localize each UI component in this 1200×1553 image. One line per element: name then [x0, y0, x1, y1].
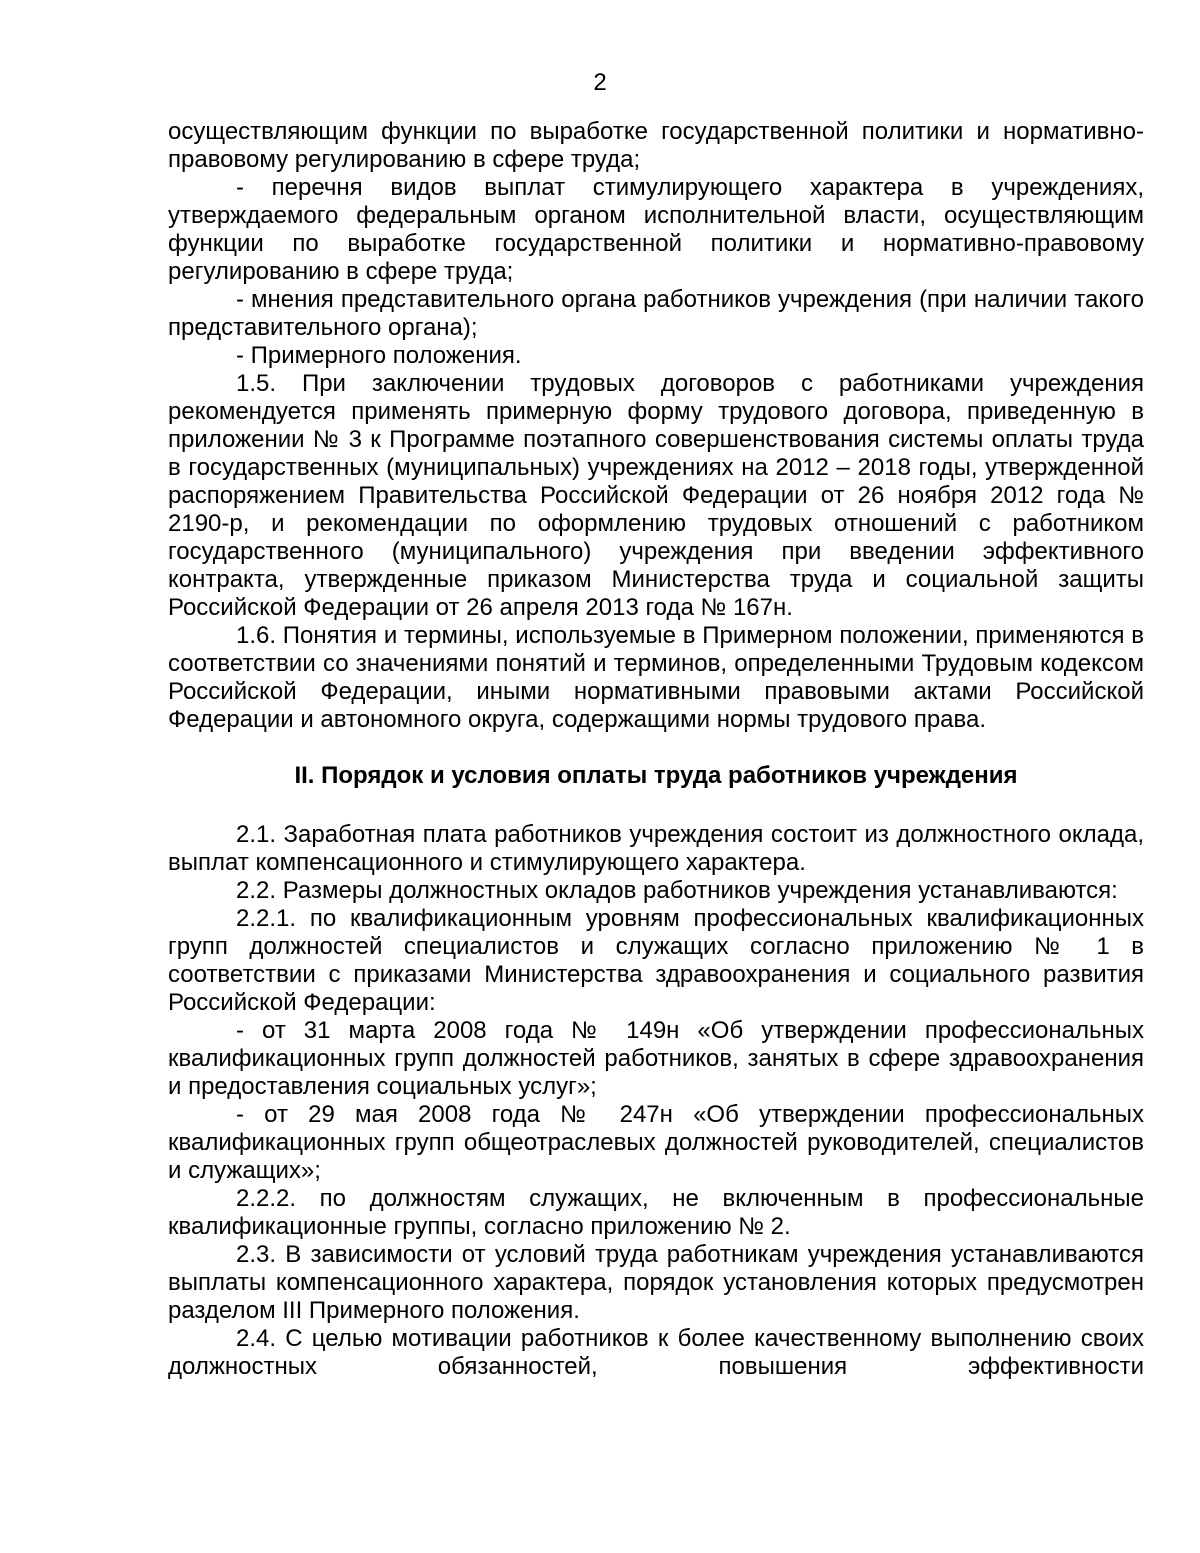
paragraph-continuation: осуществляющим функции по выработке государственной политики и нормативно-правовому регулированию в сфере труда;	[168, 118, 1144, 173]
list-item-model-regulation: - Примерного положения.	[236, 342, 522, 369]
paragraph-2-3: 2.3. В зависимости от условий труда работникам учреждения устанавливаются выплаты компенсационного характера, порядок установления которых предусмотрен разделом III Примерного положения.	[168, 1241, 1144, 1324]
paragraph-2-4: 2.4. С целью мотивации работников к более качественному выполнению своих должностных обязанностей, повышения эффективности	[168, 1325, 1144, 1380]
list-item-order-247n: - от 29 мая 2008 года № 247н «Об утверждении профессиональных квалификационных групп общеотраслевых должностей руководителей, специалистов и служащих»;	[168, 1101, 1144, 1184]
paragraph-2-2-2: 2.2.2. по должностям служащих, не включенным в профессиональные квалификационные группы, согласно приложению № 2.	[168, 1185, 1144, 1240]
section-heading: II. Порядок и условия оплаты труда работников учреждения	[294, 762, 1018, 789]
paragraph-1-6: 1.6. Понятия и термины, используемые в Примерном положении, применяются в соответствии со значениями понятий и терминов, определенными Трудовым кодексом Российской Федерации, иными нормативными правовыми актами Российской Федерации и автономного округа, содержащими нормы трудового права.	[168, 622, 1144, 733]
list-item-order-149n: - от 31 марта 2008 года № 149н «Об утверждении профессиональных квалификационных групп должностей работников, занятых в сфере здравоохранения и предоставления социальных услуг»;	[168, 1017, 1144, 1100]
paragraph-2-2-1: 2.2.1. по квалификационным уровням профессиональных квалификационных групп должностей специалистов и служащих согласно приложению № 1 в соответствии с приказами Министерства здравоохранения и социального развития Российской Федерации:	[168, 905, 1144, 1016]
paragraph-1-5: 1.5. При заключении трудовых договоров с работниками учреждения рекомендуется применять примерную форму трудового договора, приведенную в приложении № 3 к Программе поэтапного совершенствования системы оплаты труда в государственных (муниципальных) учреждениях на 2012 – 2018 годы, утвержденной распоряжением Правительства Российской Федерации от 26 ноября 2012 года № 2190-р, и рекомендации по оформлению трудовых отношений с работником государственного (муниципального) учреждения при введении эффективного контракта, утвержденные приказом Министерства труда и социальной защиты Российской Федерации от 26 апреля 2013 года № 167н.	[168, 370, 1144, 621]
document-body	[168, 118, 1144, 1381]
paragraph-2-1: 2.1. Заработная плата работников учреждения состоит из должностного оклада, выплат компенсационного и стимулирующего характера.	[168, 821, 1144, 876]
list-item-incentive-payments: - перечня видов выплат стимулирующего характера в учреждениях, утверждаемого федеральным органом исполнительной власти, осуществляющим функции по выработке государственной политики и нормативно-правовому регулированию в сфере труда;	[168, 174, 1144, 285]
paragraph-2-2: 2.2. Размеры должностных окладов работников учреждения устанавливаются:	[236, 877, 1118, 904]
page-number: 2	[593, 69, 607, 96]
list-item-representative-opinion: - мнения представительного органа работников учреждения (при наличии такого представительного органа);	[168, 286, 1144, 341]
